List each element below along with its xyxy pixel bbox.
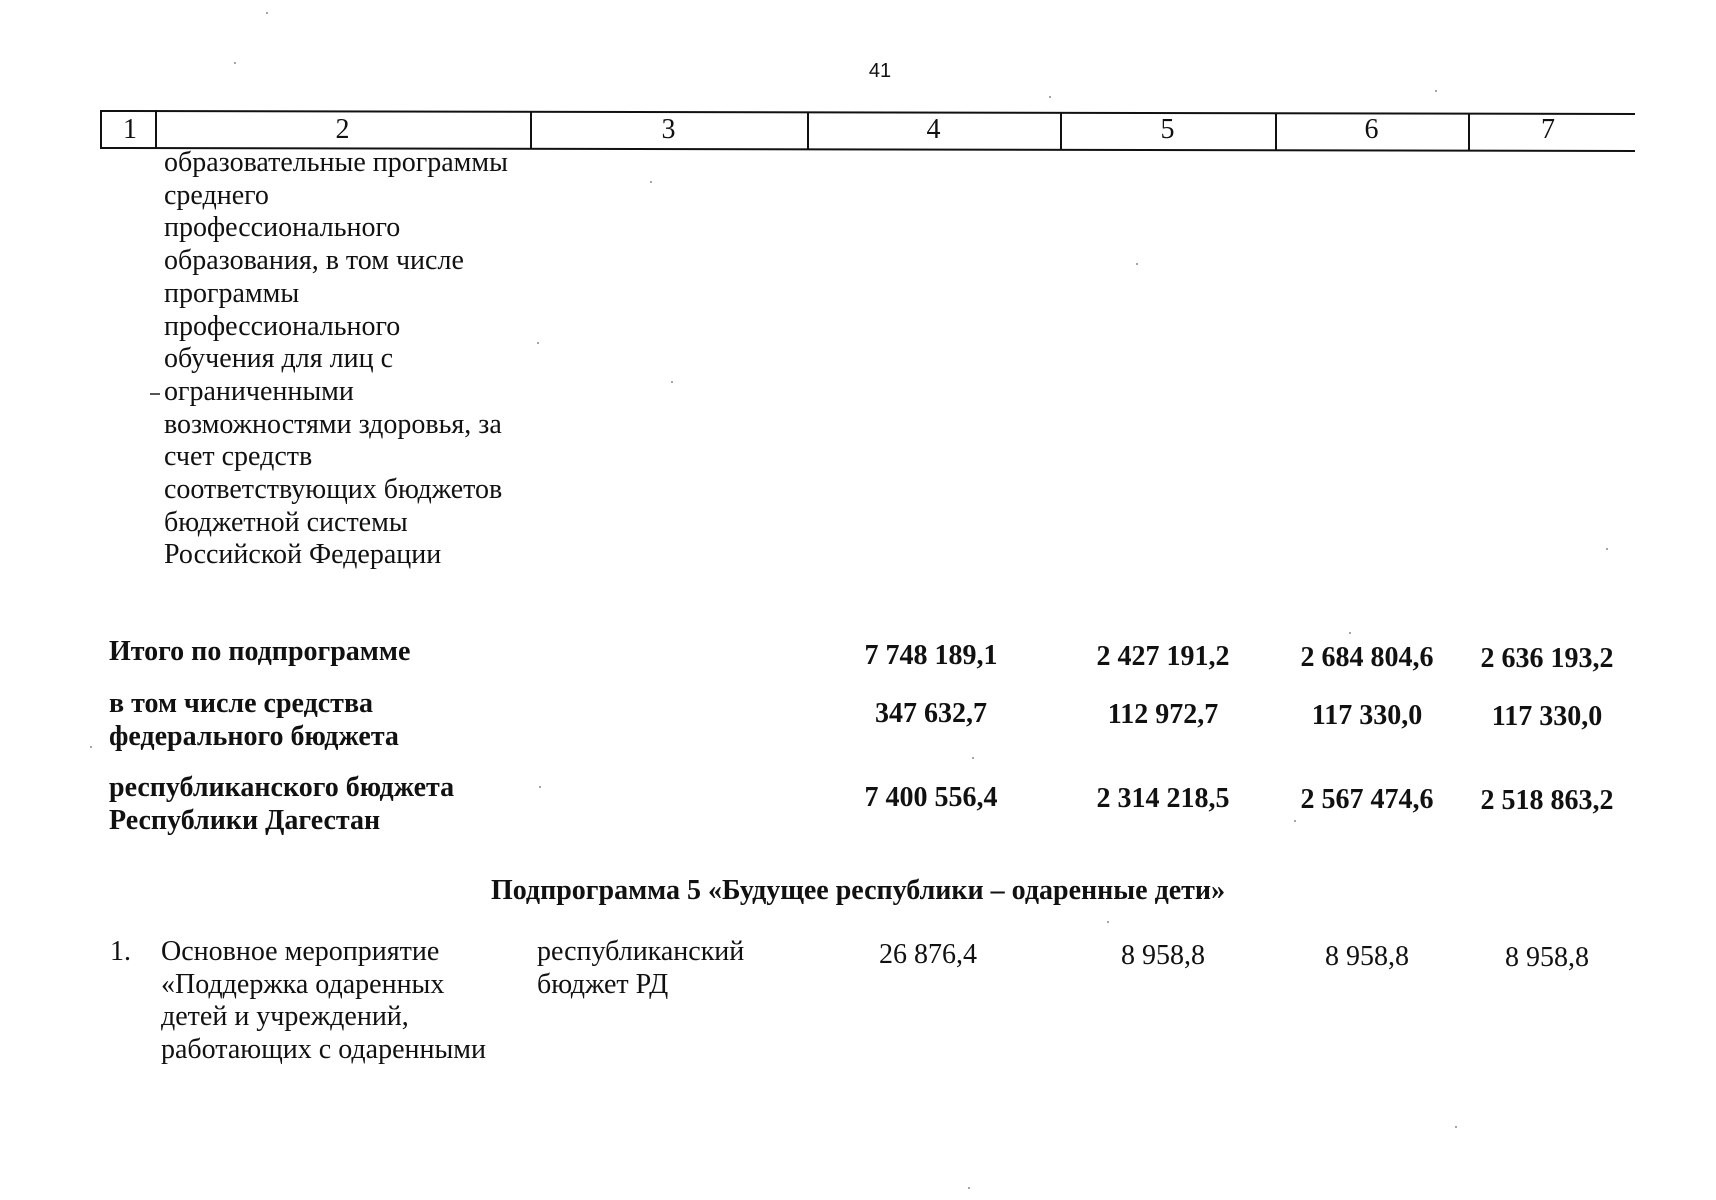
republic-col7: 2 518 863,2 xyxy=(1480,785,1614,816)
scan-dot xyxy=(266,12,268,14)
header-col-2: 2 xyxy=(335,114,350,145)
text-line: Основное мероприятие xyxy=(161,936,440,967)
header-col-7: 7 xyxy=(1541,114,1555,145)
text-line: бюджетной системы xyxy=(164,506,408,538)
text-line: «Поддержка одаренных xyxy=(161,968,445,1000)
text-line: Итого по подпрограмме xyxy=(109,636,411,667)
total-label xyxy=(109,636,410,669)
total-col6: 2 684 804,6 xyxy=(1300,642,1434,673)
federal-col4: 347 632,7 xyxy=(875,698,987,729)
item-col6: 8 958,8 xyxy=(1325,941,1409,972)
text-line: среднего xyxy=(164,179,269,211)
text-line: ограниченными xyxy=(164,375,354,407)
header-col-3: 3 xyxy=(661,114,676,145)
page-number: 41 xyxy=(868,60,892,82)
text-line: образования, в том числе xyxy=(164,245,464,277)
scan-dot xyxy=(972,757,974,759)
text-line: детей и учреждений, xyxy=(161,1001,409,1033)
subprogram-title: Подпрограмма 5 «Будущее республики – одаренные дети» xyxy=(490,875,1226,906)
federal-col6: 117 330,0 xyxy=(1311,700,1423,731)
text-line: профессионального xyxy=(164,310,401,342)
scan-dot xyxy=(1294,820,1296,822)
scan-dot xyxy=(90,746,92,748)
scan-dot xyxy=(1606,548,1608,550)
republic-col4: 7 400 556,4 xyxy=(864,782,998,813)
federal-col7: 117 330,0 xyxy=(1491,701,1603,732)
republic-col6: 2 567 474,6 xyxy=(1300,784,1434,815)
scan-dot xyxy=(968,1187,970,1189)
text-line: возможностями здоровья, за xyxy=(164,408,502,440)
scan-dot xyxy=(1349,632,1351,634)
scan-dot xyxy=(1136,263,1138,265)
item-number: 1. xyxy=(110,936,131,967)
scan-dot xyxy=(537,342,539,344)
text-line: федерального бюджета xyxy=(109,720,399,752)
federal-label xyxy=(109,688,399,753)
text-line: профессионального xyxy=(164,212,401,244)
republic-label xyxy=(109,772,454,837)
item-col4: 26 876,4 xyxy=(879,939,977,970)
text-line: бюджет РД xyxy=(537,968,669,1000)
text-line: программы xyxy=(164,277,300,309)
total-col4: 7 748 189,1 xyxy=(864,640,998,671)
text-line: Республики Дагестан xyxy=(109,804,381,836)
header-col-4: 4 xyxy=(926,114,941,145)
item-col5: 8 958,8 xyxy=(1121,940,1205,971)
scan-dot xyxy=(1435,90,1437,92)
scan-dot xyxy=(671,381,673,383)
scan-dot xyxy=(1455,1126,1457,1128)
item-source xyxy=(537,936,797,1001)
total-col7: 2 636 193,2 xyxy=(1480,643,1614,674)
scan-dot xyxy=(234,62,236,64)
header-col-1: 1 xyxy=(123,114,137,145)
header-divider xyxy=(100,110,102,148)
scan-dot xyxy=(1107,921,1109,923)
text-line: в том числе средства xyxy=(109,688,374,719)
text-line: республиканский xyxy=(537,936,745,967)
item-col7: 8 958,8 xyxy=(1505,942,1589,973)
header-col-6: 6 xyxy=(1364,114,1379,145)
total-col5: 2 427 191,2 xyxy=(1096,641,1230,672)
text-line: республиканского бюджета xyxy=(109,772,455,803)
scan-dot xyxy=(1049,96,1051,98)
text-line: образовательные программы xyxy=(164,147,508,178)
republic-col5: 2 314 218,5 xyxy=(1096,783,1230,814)
text-line: обучения для лиц с xyxy=(164,343,394,375)
text-line: соответствующих бюджетов xyxy=(164,474,503,506)
text-line: счет средств xyxy=(164,441,313,473)
scan-dot xyxy=(650,181,652,183)
text-line: работающих с одаренными xyxy=(161,1034,486,1066)
continued-row-description xyxy=(164,147,534,572)
federal-col5: 112 972,7 xyxy=(1107,699,1219,730)
header-col-5: 5 xyxy=(1160,114,1175,145)
item-name xyxy=(161,936,521,1067)
scan-mark xyxy=(150,393,160,395)
scan-dot xyxy=(539,786,541,788)
text-line: Российской Федерации xyxy=(164,539,442,571)
